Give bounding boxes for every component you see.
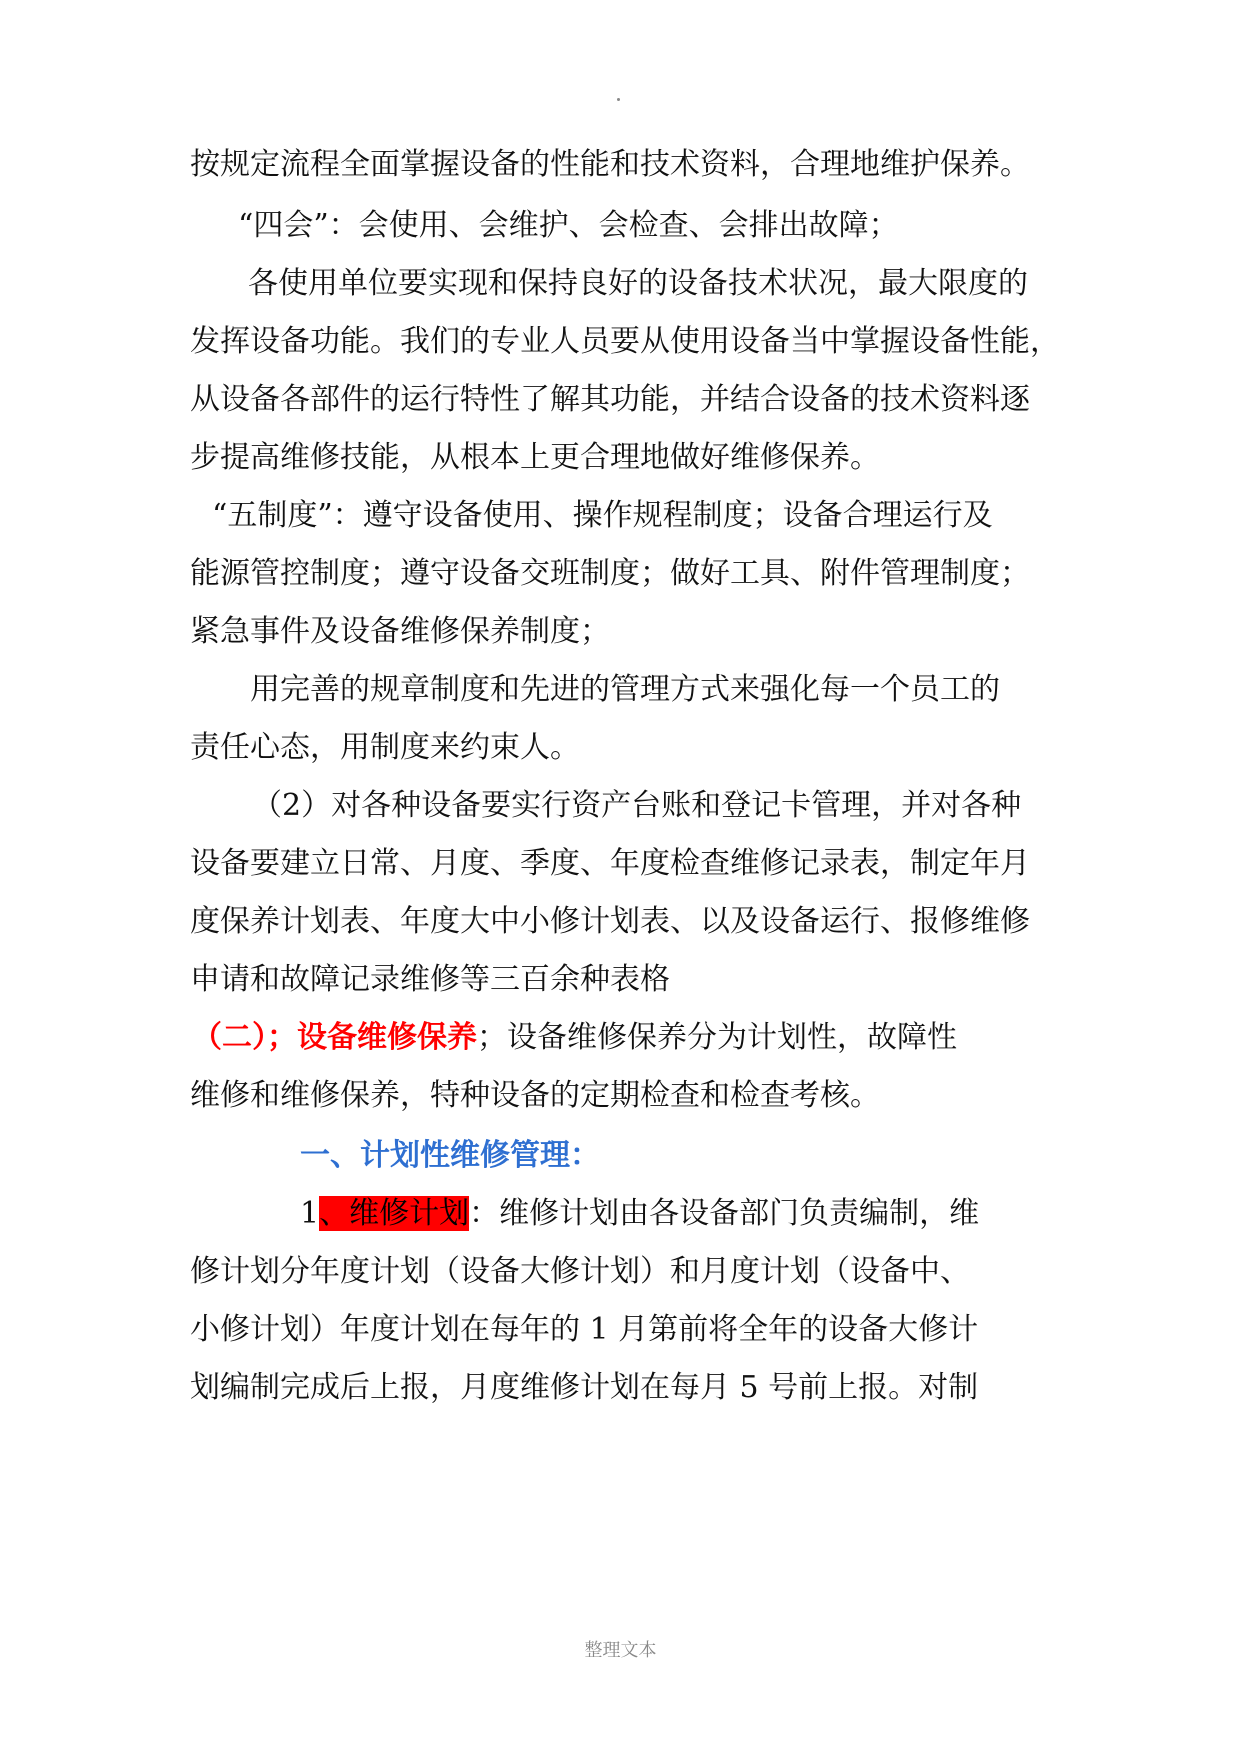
- page-footer: 整理文本: [584, 1640, 657, 1661]
- paragraph-line-3: 各使用单位要实现和保持良好的设备技术状况，最大限度的: [248, 266, 1028, 301]
- paragraph-line-11: 责任心态，用制度来约束人。: [190, 730, 580, 765]
- paragraph-line-8: 能源管控制度；遵守设备交班制度；做好工具、附件管理制度；: [190, 556, 1030, 591]
- item1-line-3: 小修计划）年度计划在每年的 1 月第前将全年的设备大修计: [190, 1312, 979, 1347]
- item1-text-1: ：维修计划由各设备部门负责编制，维: [469, 1196, 980, 1231]
- paragraph-line-12: （2）对各种设备要实行资产台账和登记卡管理，并对各种: [252, 788, 1022, 823]
- paragraph-line-4: 发挥设备功能。我们的专业人员要从使用设备当中掌握设备性能，: [190, 324, 1060, 359]
- paragraph-line-9: 紧急事件及设备维修保养制度；: [190, 614, 610, 649]
- item1-line-2: 修计划分年度计划（设备大修计划）和月度计划（设备中、: [190, 1254, 970, 1289]
- item1-line-1: [300, 1194, 979, 1234]
- item1-number: 1: [300, 1196, 320, 1231]
- paragraph-line-1: 按规定流程全面掌握设备的性能和技术资料，合理地维护保养。: [190, 147, 1030, 182]
- paragraph-line-15: 申请和故障记录维修等三百余种表格: [190, 962, 670, 997]
- section2-heading: （二）；设备维修保养: [192, 1020, 477, 1055]
- section2-line-1: [192, 1018, 957, 1058]
- section2-line-2: 维修和维修保养，特种设备的定期检查和检查考核。: [190, 1078, 880, 1113]
- item1-line-4: 划编制完成后上报，月度维修计划在每月 5 号前上报。对制: [190, 1370, 979, 1405]
- paragraph-line-2: “四会”：会使用、会维护、会检查、会排出故障；: [238, 208, 899, 243]
- subheading: 一、计划性维修管理：: [300, 1138, 600, 1173]
- paragraph-line-13: 设备要建立日常、月度、季度、年度检查维修记录表，制定年月: [190, 846, 1030, 881]
- header-mark: [617, 98, 620, 101]
- paragraph-line-14: 度保养计划表、年度大中小修计划表、以及设备运行、报修维修: [190, 904, 1030, 939]
- paragraph-line-7: “五制度”：遵守设备使用、操作规程制度；设备合理运行及: [212, 498, 993, 533]
- section2-text-1: ；设备维修保养分为计划性，故障性: [477, 1020, 957, 1055]
- paragraph-line-6: 步提高维修技能，从根本上更合理地做好维修保养。: [190, 440, 880, 475]
- paragraph-line-10: 用完善的规章制度和先进的管理方式来强化每一个员工的: [250, 672, 1000, 707]
- paragraph-line-5: 从设备各部件的运行特性了解其功能，并结合设备的技术资料逐: [190, 382, 1030, 417]
- item1-label-highlight: 、维修计划: [319, 1196, 470, 1231]
